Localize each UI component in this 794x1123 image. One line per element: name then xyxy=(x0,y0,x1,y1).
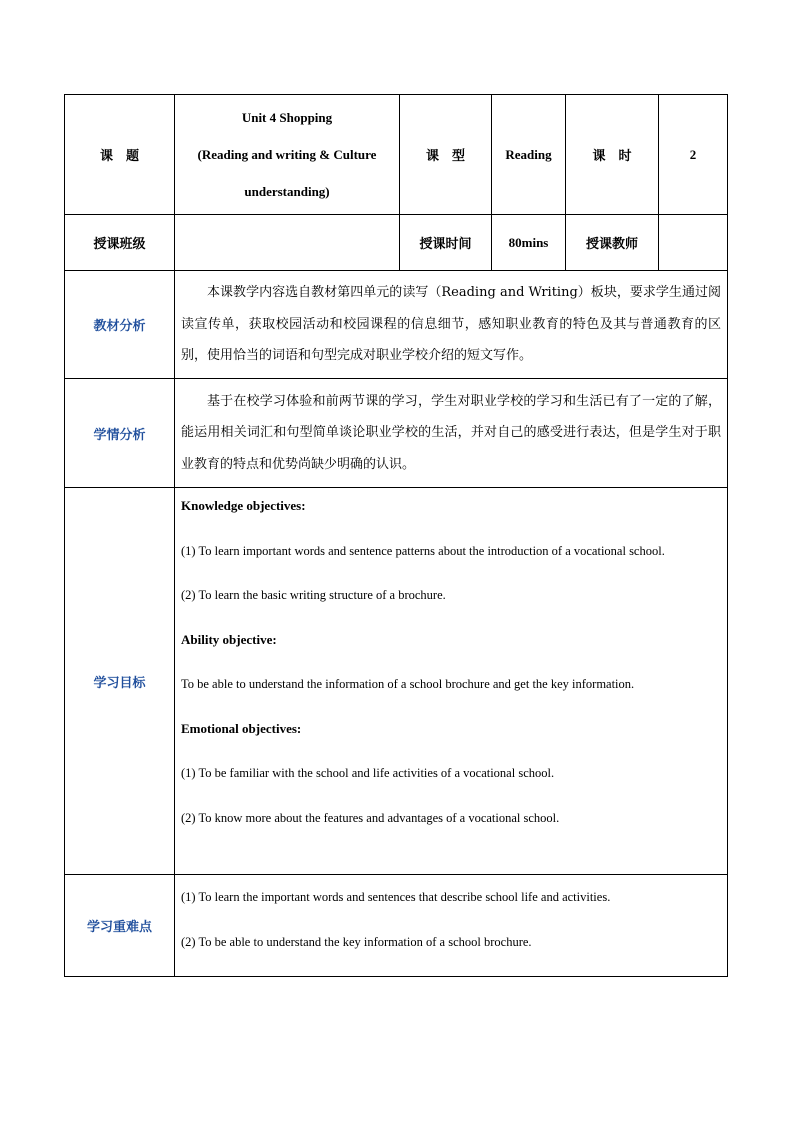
key-point-1: (1) To learn the important words and sentences that describe school life and activities. xyxy=(181,890,611,904)
objectives-cell xyxy=(175,488,728,875)
ability-item-1: To be able to understand the information of a school brochure and get the key information. xyxy=(181,677,635,691)
class-label: 授课班级 xyxy=(65,215,175,271)
lesson-title xyxy=(175,95,400,215)
knowledge-item-2: (2) To learn the basic writing structure of a brochure. xyxy=(181,588,446,602)
emotional-item-1: (1) To be familiar with the school and life activities of a vocational school. xyxy=(181,766,555,780)
material-cell xyxy=(175,271,728,379)
students-text: 基于在校学习体验和前两节课的学习，学生对职业学校的学习和生活已有了一定的了解，能运用相关词汇和句型简单谈论职业学校的生活，并对自己的感受进行表达，但是学生对于职业教育的特点和优势尚缺少明确的认识。 xyxy=(181,393,721,472)
topic-label: 课 题 xyxy=(65,95,175,215)
knowledge-heading: Knowledge objectives: xyxy=(181,498,306,513)
time-label: 授课时间 xyxy=(400,215,492,271)
teacher-value xyxy=(659,215,728,271)
lesson-title-line-3: understanding) xyxy=(244,184,330,199)
period-label: 课 时 xyxy=(566,95,659,215)
objectives-row xyxy=(65,488,728,875)
knowledge-item-1: (1) To learn important words and sentence patterns about the introduction of a vocational school. xyxy=(181,543,665,558)
period-value: 2 xyxy=(659,95,728,215)
lesson-title-line-1: Unit 4 Shopping xyxy=(241,110,333,125)
time-value: 80mins xyxy=(492,215,566,271)
info-row xyxy=(65,215,728,271)
emotional-item-2: (2) To know more about the features and advantages of a vocational school. xyxy=(181,810,560,825)
class-value xyxy=(175,215,400,271)
students-cell xyxy=(175,379,728,488)
key-points-label: 学习重难点 xyxy=(65,875,175,977)
objectives-label: 学习目标 xyxy=(65,488,175,875)
ability-heading: Ability objective: xyxy=(181,631,277,647)
key-points-cell xyxy=(175,875,728,977)
emotional-heading: Emotional objectives: xyxy=(181,720,302,736)
lesson-plan-table xyxy=(64,94,728,977)
material-text: 本课教学内容选自教材第四单元的读写（Reading and Writing）板块，要求学生通过阅读宣传单，获取校园活动和校园课程的信息细节，感知职业教育的特色及其与普通教育的区别，使用恰当的词语和句型完成对职业学校介绍的短文写作。 xyxy=(181,285,721,364)
key-point-2: (2) To be able to understand the key information of a school brochure. xyxy=(181,934,532,949)
key-points-row xyxy=(65,875,728,977)
type-label: 课 型 xyxy=(400,95,492,215)
teacher-label: 授课教师 xyxy=(566,215,659,271)
type-value: Reading xyxy=(492,95,566,215)
material-label: 教材分析 xyxy=(65,271,175,379)
students-label: 学情分析 xyxy=(65,379,175,488)
lesson-title-line-2: (Reading and writing & Culture xyxy=(197,147,377,162)
header-row xyxy=(65,95,728,215)
material-row xyxy=(65,271,728,379)
students-row xyxy=(65,379,728,488)
